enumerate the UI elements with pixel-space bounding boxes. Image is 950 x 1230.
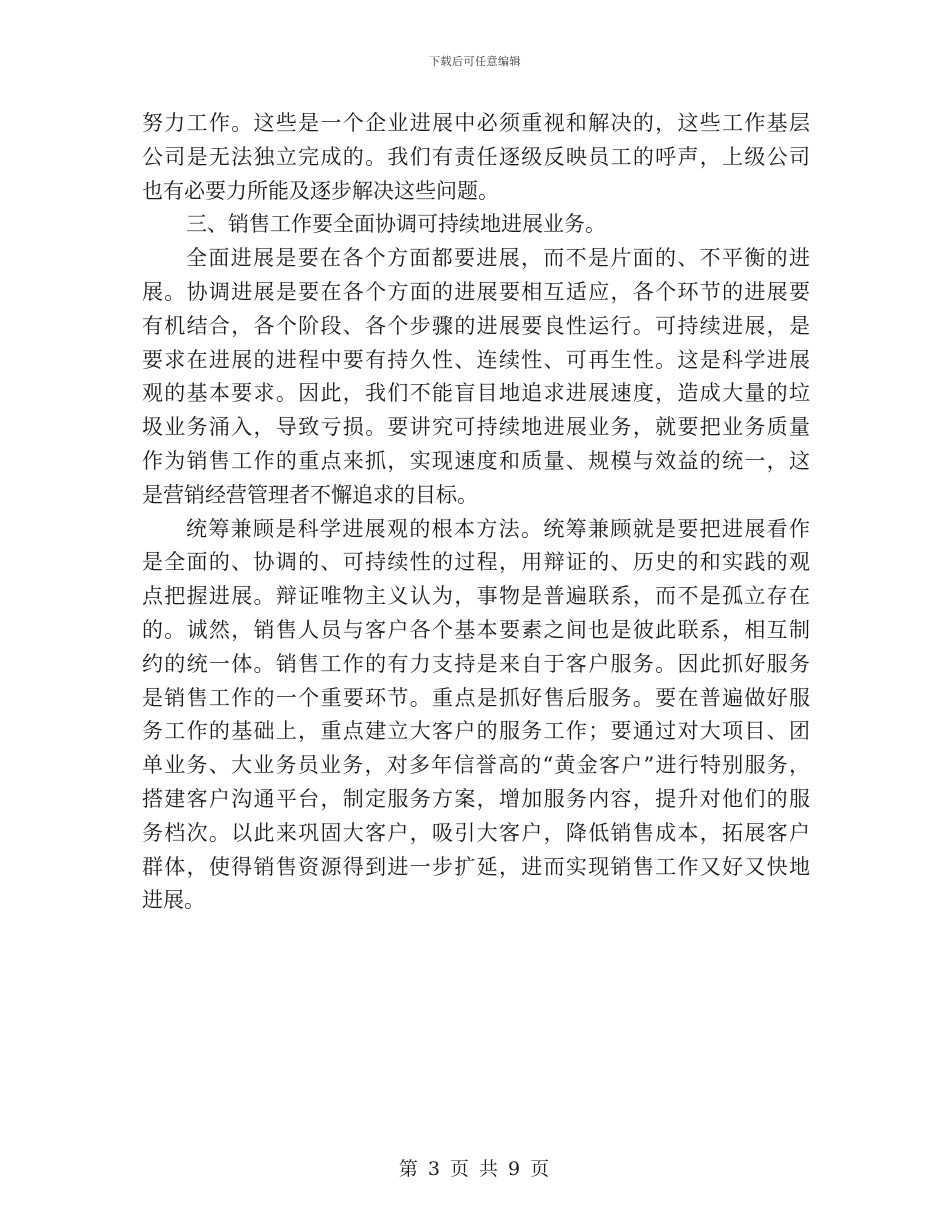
text-line: 全面进展是要在各个方面都要进展，而不是片面的、不平衡的进 [186, 246, 810, 271]
text-line: 观的基本要求。因此，我们不能盲目地追求进展速度，造成大量的垃 [142, 381, 810, 406]
text-line: 是营销经营管理者不懈追求的目标。 [142, 482, 478, 507]
text-line: 约的统一体。销售工作的有力支持是来自于客户服务。因此抓好服务 [142, 651, 810, 676]
text-line: 也有必要力所能及逐步解决这些问题。 [142, 178, 499, 203]
text-line: 的。诚然，销售人员与客户各个基本要素之间也是彼此联系，相互制 [142, 617, 810, 642]
text-line: 务工作的基础上，重点建立大客户的服务工作；要通过对大项目、团 [142, 719, 810, 744]
page-number: 第 3 页 共 9 页 [398, 1158, 552, 1180]
text-line: 要求在进展的进程中要有持久性、连续性、可再生性。这是科学进展 [142, 347, 810, 372]
text-line: 搭建客户沟通平台，制定服务方案，增加服务内容，提升对他们的服 [142, 786, 810, 811]
text-line: 单业务、大业务员业务，对多年信誉高的“黄金客户”进行特别服务， [142, 753, 810, 778]
text-line: 务档次。以此来巩固大客户，吸引大客户，降低销售成本，拓展客户 [142, 820, 810, 845]
text-line: 公司是无法独立完成的。我们有责任逐级反映员工的呼声，上级公司 [142, 144, 810, 169]
text-line: 统筹兼顾是科学进展观的根本方法。统筹兼顾就是要把进展看作 [186, 516, 810, 541]
text-line: 展。协调进展是要在各个方面的进展要相互适应，各个环节的进展要 [142, 279, 810, 304]
text-line: 进展。 [142, 888, 205, 913]
section-heading: 三、销售工作要全面协调可持续地进展业务。 [186, 212, 606, 237]
text-line: 是全面的、协调的、可持续性的过程，用辩证的、历史的和实践的观 [142, 550, 810, 575]
text-line: 努力工作。这些是一个企业进展中必须重视和解决的，这些工作基层 [142, 111, 810, 135]
document-body [142, 107, 810, 918]
text-line: 圾业务涌入，导致亏损。要讲究可持续地进展业务，就要把业务质量 [142, 415, 810, 440]
text-line: 作为销售工作的重点来抓，实现速度和质量、规模与效益的统一，这 [142, 448, 810, 473]
header-note: 下载后可任意编辑 [429, 55, 521, 68]
text-line: 有机结合，各个阶段、各个步骤的进展要良性运行。可持续进展，是 [142, 313, 810, 338]
text-line: 点把握进展。辩证唯物主义认为，事物是普遍联系，而不是孤立存在 [142, 584, 810, 609]
text-line: 群体，使得销售资源得到进一步扩延，进而实现销售工作又好又快地 [142, 854, 810, 879]
text-line: 是销售工作的一个重要环节。重点是抓好售后服务。要在普遍做好服 [142, 685, 810, 710]
